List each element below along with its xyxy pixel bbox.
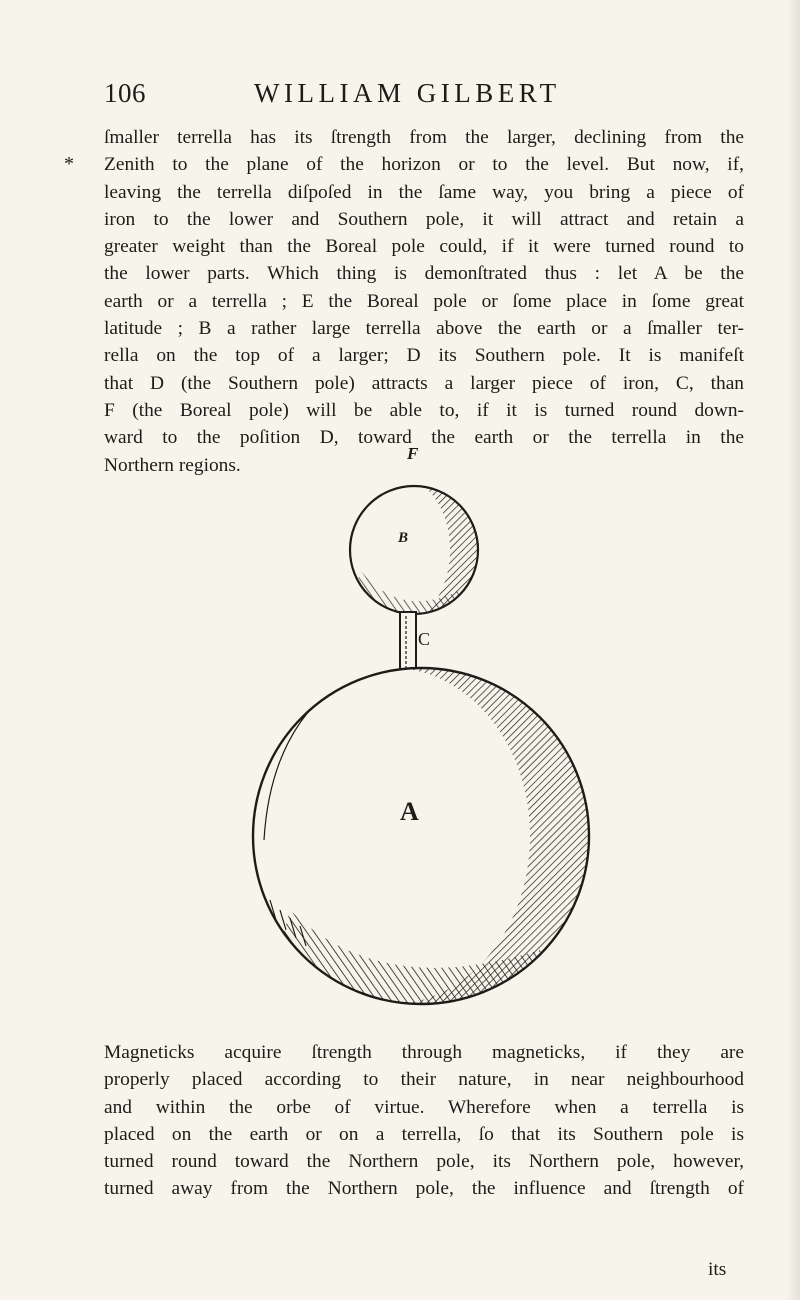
label-b: B	[398, 530, 409, 546]
text-line: turned round toward the Northern pole, its Northern pole, however,	[104, 1151, 744, 1173]
text-line: F (the Boreal pole) will be able to, if it is turned round down-	[104, 399, 744, 421]
text-line: iron to the lower and Southern pole, it will attract and retain a	[104, 208, 744, 230]
page-edge-shadow	[786, 0, 800, 1300]
paragraph-top	[104, 124, 744, 479]
text-line: and within the orbe of virtue. Wherefore when a terrella is	[104, 1096, 744, 1118]
page-header	[104, 78, 574, 118]
text-line: leaving the terrella diſpoſed in the ſame way, you bring a piece of	[104, 181, 744, 203]
text-line: the lower parts. Which thing is demonſtrated thus : let A be the	[104, 263, 744, 285]
terrella-figure	[240, 440, 620, 1040]
text-line: Magneticks acquire ſtrength through magneticks, if they are	[104, 1042, 744, 1063]
margin-star-mark: *	[64, 153, 74, 175]
text-line: placed on the earth or on a terrella, ſo that its Southern pole is	[104, 1123, 744, 1145]
text-line: greater weight than the Boreal pole could, if it were turned round to	[104, 236, 744, 258]
paragraph-bottom	[104, 1039, 744, 1203]
small-terrella-b	[350, 473, 480, 630]
text-line: turned away from the Northern pole, the influence and ſtrength of	[104, 1178, 744, 1200]
text-line: rella on the top of a larger; D its Southern pole. It is manifeſt	[104, 345, 744, 367]
running-head: WILLIAM GILBERT	[254, 78, 561, 108]
page-number: 106	[104, 78, 146, 108]
label-c: C	[418, 629, 431, 649]
text-line: Northern regions.	[104, 454, 241, 476]
text-line: properly placed according to their nature, in near neighbourhood	[104, 1069, 744, 1091]
text-line: that D (the Southern pole) attracts a larger piece of iron, C, than	[104, 372, 744, 394]
text-line: ward to the poſition D, toward the earth or the terrella in the	[104, 427, 744, 449]
text-line: latitude ; B a rather large terrella above the earth or a ſmaller ter-	[104, 318, 744, 340]
catch-word: its	[708, 1259, 727, 1280]
large-terrella-a	[253, 662, 600, 1020]
label-f: F	[407, 444, 419, 463]
text-line: ſmaller terrella has its ſtrength from the larger, declining from the	[104, 127, 744, 148]
label-a: A	[400, 797, 419, 826]
text-line: Zenith to the plane of the horizon or to the level. But now, if,	[104, 154, 744, 176]
text-line: earth or a terrella ; E the Boreal pole or ſome place in ſome great	[104, 290, 744, 312]
